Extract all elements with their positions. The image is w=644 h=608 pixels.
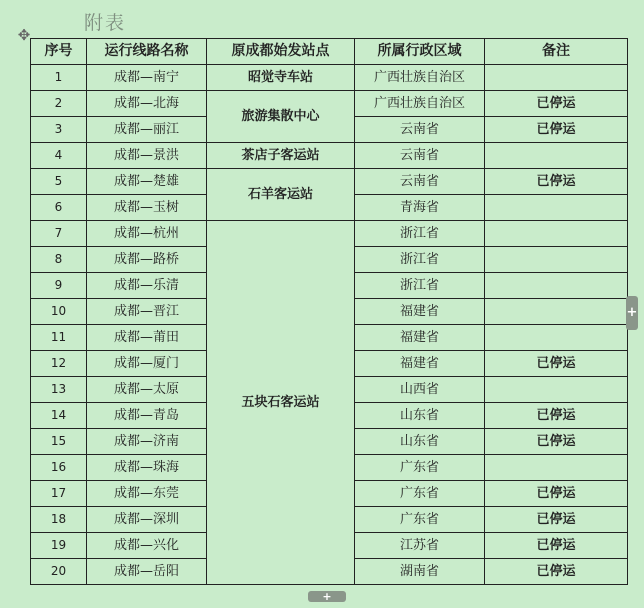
- cell-route: 成都—杭州: [87, 221, 207, 247]
- cell-route: 成都—丽江: [87, 117, 207, 143]
- cell-route: 成都—乐清: [87, 273, 207, 299]
- cell-no: 15: [31, 429, 87, 455]
- cell-region: 云南省: [355, 169, 485, 195]
- header-region: 所属行政区域: [355, 39, 485, 65]
- cell-route: 成都—岳阳: [87, 559, 207, 585]
- table-header-row: [31, 39, 628, 65]
- cell-region: 云南省: [355, 143, 485, 169]
- cell-remark: 已停运: [485, 507, 628, 533]
- cell-remark: 已停运: [485, 91, 628, 117]
- cell-station: 昭觉寺车站: [207, 65, 355, 91]
- cell-region: 山东省: [355, 429, 485, 455]
- cell-route: 成都—济南: [87, 429, 207, 455]
- cell-remark: 已停运: [485, 169, 628, 195]
- cell-region: 云南省: [355, 117, 485, 143]
- cell-route: 成都—深圳: [87, 507, 207, 533]
- cell-route: 成都—南宁: [87, 65, 207, 91]
- cell-remark: [485, 195, 628, 221]
- cell-remark: [485, 143, 628, 169]
- cell-region: 湖南省: [355, 559, 485, 585]
- header-no: 序号: [31, 39, 87, 65]
- cell-route: 成都—北海: [87, 91, 207, 117]
- table-row: [31, 221, 628, 247]
- cell-no: 4: [31, 143, 87, 169]
- cell-station: 石羊客运站: [207, 169, 355, 221]
- cell-region: 广西壮族自治区: [355, 65, 485, 91]
- cell-station: 五块石客运站: [207, 221, 355, 585]
- cell-region: 广东省: [355, 507, 485, 533]
- cell-remark: 已停运: [485, 351, 628, 377]
- table-row: [31, 91, 628, 117]
- cell-no: 10: [31, 299, 87, 325]
- cell-remark: 已停运: [485, 403, 628, 429]
- cell-no: 2: [31, 91, 87, 117]
- cell-route: 成都—楚雄: [87, 169, 207, 195]
- table-row: [31, 143, 628, 169]
- cell-route: 成都—路桥: [87, 247, 207, 273]
- cell-remark: [485, 221, 628, 247]
- cell-no: 14: [31, 403, 87, 429]
- cell-remark: [485, 273, 628, 299]
- cell-region: 广东省: [355, 455, 485, 481]
- cell-region: 福建省: [355, 325, 485, 351]
- header-station: 原成都始发站点: [207, 39, 355, 65]
- document-title: 附表: [84, 12, 127, 34]
- cell-route: 成都—厦门: [87, 351, 207, 377]
- cell-region: 广西壮族自治区: [355, 91, 485, 117]
- cell-no: 16: [31, 455, 87, 481]
- cell-remark: 已停运: [485, 117, 628, 143]
- header-remark: 备注: [485, 39, 628, 65]
- cell-remark: [485, 65, 628, 91]
- cell-route: 成都—东莞: [87, 481, 207, 507]
- cell-no: 7: [31, 221, 87, 247]
- cell-no: 1: [31, 65, 87, 91]
- cell-route: 成都—珠海: [87, 455, 207, 481]
- cell-no: 11: [31, 325, 87, 351]
- cell-remark: [485, 299, 628, 325]
- cell-remark: [485, 455, 628, 481]
- cell-route: 成都—玉树: [87, 195, 207, 221]
- cell-region: 江苏省: [355, 533, 485, 559]
- table-row: [31, 169, 628, 195]
- cell-region: 浙江省: [355, 273, 485, 299]
- cell-no: 9: [31, 273, 87, 299]
- table-body: [31, 65, 628, 585]
- cell-no: 8: [31, 247, 87, 273]
- cell-region: 广东省: [355, 481, 485, 507]
- cell-no: 18: [31, 507, 87, 533]
- cell-region: 福建省: [355, 299, 485, 325]
- cell-remark: 已停运: [485, 481, 628, 507]
- header-route: 运行线路名称: [87, 39, 207, 65]
- cell-remark: [485, 247, 628, 273]
- cell-remark: [485, 377, 628, 403]
- cell-route: 成都—景洪: [87, 143, 207, 169]
- cell-route: 成都—晋江: [87, 299, 207, 325]
- cell-remark: 已停运: [485, 559, 628, 585]
- table-move-handle-icon[interactable]: ✥: [17, 26, 31, 44]
- cell-no: 17: [31, 481, 87, 507]
- cell-remark: 已停运: [485, 533, 628, 559]
- cell-no: 5: [31, 169, 87, 195]
- cell-no: 6: [31, 195, 87, 221]
- cell-no: 20: [31, 559, 87, 585]
- route-table: [30, 38, 628, 585]
- cell-route: 成都—青岛: [87, 403, 207, 429]
- cell-region: 浙江省: [355, 221, 485, 247]
- table-row: [31, 65, 628, 91]
- cell-no: 12: [31, 351, 87, 377]
- cell-remark: [485, 325, 628, 351]
- cell-route: 成都—兴化: [87, 533, 207, 559]
- cell-route: 成都—莆田: [87, 325, 207, 351]
- cell-region: 山东省: [355, 403, 485, 429]
- cell-region: 青海省: [355, 195, 485, 221]
- cell-no: 13: [31, 377, 87, 403]
- cell-no: 3: [31, 117, 87, 143]
- cell-route: 成都—太原: [87, 377, 207, 403]
- add-column-icon[interactable]: +: [626, 296, 638, 330]
- cell-station: 茶店子客运站: [207, 143, 355, 169]
- cell-region: 福建省: [355, 351, 485, 377]
- cell-remark: 已停运: [485, 429, 628, 455]
- add-row-icon[interactable]: +: [308, 591, 346, 602]
- cell-no: 19: [31, 533, 87, 559]
- cell-region: 浙江省: [355, 247, 485, 273]
- cell-region: 山西省: [355, 377, 485, 403]
- cell-station: 旅游集散中心: [207, 91, 355, 143]
